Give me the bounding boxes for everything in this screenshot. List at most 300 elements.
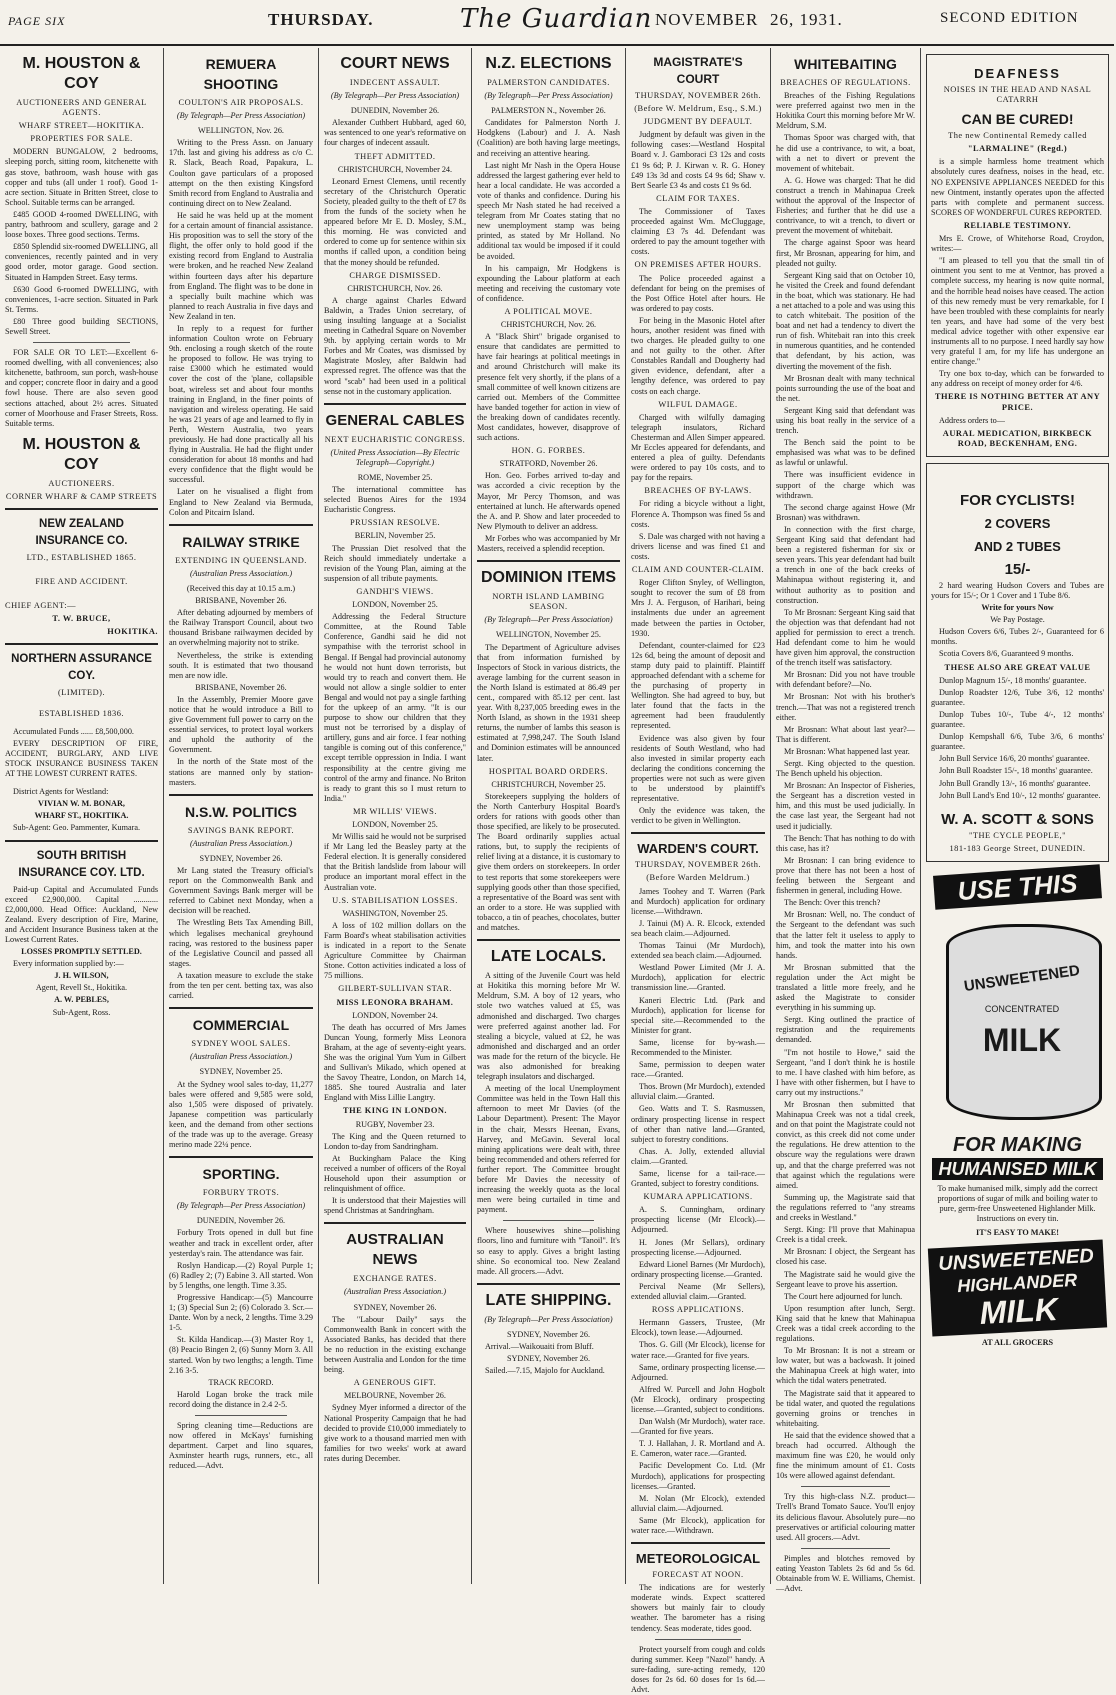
- article-paragraph: Mr Brosnan: What about last year?—That is different.: [776, 724, 915, 744]
- advert-text: FOR SALE OR TO LET:—Excellent 6-roomed dwelling, with all conveniences; also kitchenette, bathroom, sun porch, wash-house and copper; concrete floor in dairy and a good fowl house. There are also seven good sections attached, about 2½ acres. Situated corner of Moorhouse and Fraser Streets, Ross. Suitable terms.: [5, 348, 158, 428]
- article-paragraph: It is understood that their Majesties will spend Christmas at Sandringham.: [324, 1196, 466, 1216]
- article-paragraph: Candidates for Palmerston North J. Hodgkens (Labour) and J. A. Nash (Coalition) are both having large meetings, and receiving an attentive hearing.: [477, 118, 620, 158]
- article-dateline: CHRISTCHURCH, November 25.: [491, 779, 606, 789]
- article-headline: N.S.W. POLITICS: [184, 803, 297, 820]
- advert-subheading: WHARF STREET—HOKITIKA.: [18, 121, 145, 131]
- article-paragraph: A charge against Charles Edward Baldwin, a Trades Union secretary, of using insulting language at a Socialist meeting in Cathedral Square on November 9th. by applying certain words to Mr Forbes and Mr Coates, was dismissed by Magistrate Mosley, after Baldwin had expressed regret. The offence was that the word "scab" had been used in a political sense not in the customary application.: [324, 295, 466, 396]
- advert-text: "I am pleased to tell you that the small tin of ointment you sent to me at Ventnor, has proved a complete success, my hearing is now quite normal, and the horrible head noises have ceased. The action of this new remedy must be very remarkable, for I have been troubled with these complaints for nearly ten years, and have had some of the very best medical advice together with other expensive ear instruments all to no purpose. I need hardly say how very grateful I am, for my life has undergone an entire change.": [931, 256, 1104, 367]
- article-byline: (By Telegraph—Per Press Association): [484, 1314, 613, 1324]
- article-paragraph: Addressing the Federal Structure Committee, at the Round Table Conference, Gandhi said he did not sympathise with the terrorist school in Bengal. If Bengal had provincial autonomy he would not hunt down terrorists, but would try to reach and convert them. He would not allow a single soldier to enter Bengal and would not pay a single farthing for the upkeep of an army. "It is our purpose to show our children that they must not be terrorised by a display of artillery, guns and air force. I fear nothing tangible is coming out of this conference," except terrible oppression in India. I want responsibility at the centre giving me control of the army and finance. No Briton is ready to grant this so I must return to India.": [324, 612, 466, 803]
- article-subheading: SAVINGS BANK REPORT.: [187, 825, 295, 835]
- divider: [5, 840, 158, 842]
- article-paragraph: A loss of 102 million dollars on the Farm Board's wheat stabilisation activities is indicated in a report to the Senate Agriculture Committee by Chairman Stone. Cotton activities indicated a loss of 75 millions.: [324, 920, 466, 981]
- article-paragraph: Breaches of the Fishing Regulations were preferred against two men in the Hokitika Court this morning before Mr W. Meldrum, S.M.: [776, 91, 915, 131]
- advert-text: Dunlop Kempshall 6/6, Tube 3/6, 6 months' guarantee.: [931, 732, 1104, 752]
- tin-label-text: UNSWEETENED: [962, 961, 1081, 995]
- article-paragraph: Mr Lang stated the Treasury official's report on the Commonwealth Bank and Government Savings Bank merger will be referred to Cabinet next Monday, when a decision will be reached.: [169, 866, 313, 916]
- article-paragraph: Mr Brosnan: What happened last year.: [784, 746, 910, 756]
- advert-subheading: AUCTIONEERS AND GENERAL AGENTS.: [16, 98, 147, 118]
- article-dateline: (Received this day at 10.15 a.m.): [186, 583, 296, 593]
- article-subheading: A POLITICAL MOVE.: [504, 306, 593, 316]
- advert-text: John Bull Service 16/6, 20 months' guarantee.: [939, 754, 1090, 764]
- advert-subheading: HOKITIKA.: [107, 627, 158, 637]
- article-paragraph: The second charge against Howe (Mr Brosnan) was withdrawn.: [776, 502, 915, 522]
- article-paragraph: The Magistrate said that it appeared to be tidal water, and quoted the regulations governing groins or trenches in whitebaiting.: [776, 1388, 915, 1428]
- advert-text: Mrs E. Crowe, of Whitehorse Road, Croydon, writes:—: [931, 234, 1104, 254]
- article-paragraph: Nevertheless, the strike is extending south. It is estimated that two thousand men are now idle.: [169, 650, 313, 680]
- advert-text: Try this high-class N.Z. product—Trell's Brand Tomato Sauce. You'll enjoy its delicious flavour. Absolutely pure—no preservatives or artificial colouring matter used. All grocers.—Advt.: [776, 1492, 915, 1542]
- article-dateline: RUGBY, November 23.: [355, 1119, 435, 1129]
- article-paragraph: To Mr Brosnan: Sergeant King said that the objection was that defendant had not applied for permission to erect a trench. Had defendant come to him he would have given him approval, the construction of the trench itself was satisfactory.: [776, 607, 915, 668]
- advert-text: £850 Splendid six-roomed DWELLING, all conveniences, recently painted and in very good order, motor garage. Good section. Situated in Hampden Street. Easy terms.: [5, 242, 158, 282]
- article-subheading: JUDGMENT BY DEFAULT.: [643, 117, 753, 127]
- article-paragraph: The Wrestling Bets Tax Amending Bill, which legalises mechanical greyhound racing, was restored to the business paper of the Legislative Council and passed all stages.: [169, 918, 313, 968]
- article-paragraph: Writing to the Press Assn. on January 17th. last and giving his address as c/o C. R. Slack, Beach Road, Papakura, L. Coulton gave particulars of a proposed attempt on the then existing Kingsford Smith record from England to Australia and continuing direct on to New Zealand.: [169, 138, 313, 208]
- article-paragraph: Only the evidence was taken, the verdict to be given in Wellington.: [631, 806, 765, 826]
- article-headline: LATE SHIPPING.: [485, 1291, 612, 1309]
- article-paragraph: Mr Brosnan: An Inspector of Fisheries, the Sergeant has a discretion vested in him, and this must be used judicially. In the case last year, the Sergeant had not used it judicially.: [776, 781, 915, 831]
- article-paragraph: Geo. Watts and T. S. Rasmussen, ordinary prospecting license in respect of other than native land.—Granted, subject to forestry conditions.: [631, 1104, 765, 1144]
- advert-text: Accumulated Funds ...... £8,500,000.: [13, 726, 134, 736]
- article-paragraph: Pacific Development Co. Ltd. (Mr Murdoch), applications for prospecting licenses.—Granted.: [631, 1461, 765, 1491]
- article-subheading: THURSDAY, NOVEMBER 26th.: [634, 860, 761, 870]
- article-paragraph: The Police proceeded against a defendant for being on the premises of the Post Office Hotel after hours. He was ordered to pay costs.: [631, 273, 765, 313]
- article-paragraph: The "Labour Daily" says the Commonwealth Bank in concert with the Associated Banks, has decided that there be no reduction in the existing exchange between Australia and London for the time being.: [324, 1314, 466, 1375]
- article-subheading: EXCHANGE RATES.: [353, 1274, 437, 1284]
- article-paragraph: After debating adjourned by members of the Railway Transport Council, about two thousand Brisbane railwaymen decided by an overwhelming majority not to strike.: [169, 608, 313, 648]
- article-headline: RAILWAY STRIKE: [182, 533, 300, 550]
- article-subheading: ON PREMISES AFTER HOURS.: [634, 260, 762, 270]
- column-advertisements-7: [921, 48, 1114, 1584]
- article-paragraph: A sitting of the Juvenile Court was held at Hokitika this morning before Mr W. Meldrum, S.M. A boy of 12 years, who stole two watches valued at £5, was admonished and discharged. Two charges were preferred against another lad. For stealing a bicycle, valued at £2, he was admonished and discharged and an order was made for the return of the bicycle. He was also admonished for breaking telegraph insulators and discharged.: [477, 971, 620, 1082]
- article-paragraph: J. Tainui (M) A. R. Elcock, extended sea beach claim.—Adjourned.: [631, 918, 765, 938]
- article-dateline: DUNEDIN, November 26.: [350, 106, 440, 116]
- advert-subheading: THESE ALSO ARE GREAT VALUE: [944, 662, 1091, 672]
- article-paragraph: Mr Willis said he would not be surprised if Mr Lang led the Beasley party at the Federal election. It is generally considered that the British landslide from labour will produce an important moral effect in the Australian vote.: [324, 832, 466, 892]
- advert-heading: NORTHERN ASSURANCE COY.: [11, 653, 152, 683]
- article-dateline: SYDNEY, November 26.: [199, 853, 283, 863]
- article-paragraph: Same, ordinary prospecting license.—Adjourned.: [631, 1362, 765, 1382]
- advert-text: WHARF ST., HOKITIKA.: [34, 811, 129, 821]
- milk-advert: [926, 867, 1109, 1349]
- article-subheading: HOSPITAL BOARD ORDERS.: [488, 766, 609, 776]
- article-subheading: HON. G. FORBES.: [511, 446, 586, 456]
- article-paragraph: Charged with wilfully damaging telegraph insulators, Richard Chesterman and Allen Simper appeared. Mr Eccles appeared for defendants, and entered a plea of guilty. Defendants were ordered to pay 10s costs, and to pay for the repairs.: [631, 412, 765, 483]
- article-paragraph: Later on he visualised a flight from England to New Zealand via Bermuda, Colon and Pitcairn Island.: [169, 487, 313, 517]
- article-headline: METEOROLOGICAL: [635, 1551, 761, 1567]
- article-paragraph: He said that the evidence showed that a breach had occurred. Although the maximum fine was £20, he would only fine the minimum amount of £1. Costs 10s were allowed against defendant.: [776, 1430, 915, 1481]
- advert-heading: W. A. SCOTT & SONS: [941, 810, 1094, 828]
- advert-text: Spring cleaning time—Reductions are now offered in McKays' furnishing department. Carpet and lino squares, Axminster hearth rugs, runners, etc., all reduced.—Advt.: [169, 1421, 313, 1471]
- divider: [477, 939, 620, 941]
- advert-text: J. H. WILSON,: [54, 971, 109, 981]
- article-paragraph: The charge against Spoor was heard first, Mr Brosnan, appearing for him, and pleaded not guilty.: [776, 238, 915, 268]
- advert-text: Pimples and blotches removed by eating Yeaston Tablets 2s 6d and 5s 6d. Obtainable from W. E. Williams, Chemist.—Advt.: [776, 1553, 915, 1594]
- article-paragraph: Sergt. King objected to the question. The Bench upheld his objection.: [776, 759, 915, 779]
- advert-subheading: THERE IS NOTHING BETTER AT ANY PRICE.: [934, 392, 1101, 412]
- advert-text: Agent, Revell St., Hokitika.: [35, 983, 128, 993]
- article-paragraph: A. S. Cunningham, ordinary prospecting license (Mr Elcock).—Adjourned.: [631, 1205, 765, 1235]
- divider: [801, 1486, 890, 1487]
- advert-text: MODERN BUNGALOW, 2 bedrooms, sleeping porch, sitting room, kitchenette with gas stove, bathroom, wash house with gas copper and tubs (all under 1 roof). Good 1-acre section. Situate in Britten Street, close to School. Suitable terms can be arranged.: [5, 147, 158, 207]
- article-dateline: BRISBANE, November 26.: [195, 596, 287, 606]
- article-paragraph: Thos. G. Gill (Mr Elcock), license for water race.—Granted for five years.: [631, 1340, 765, 1360]
- edition-label: SECOND EDITION: [940, 10, 1079, 26]
- article-byline: (Australian Press Association.): [189, 568, 293, 578]
- article-subheading: THE KING IN LONDON.: [343, 1106, 447, 1116]
- article-paragraph: A. G. Howe was charged: That he did construct a trench in Mahinapua Creek without the approval of the Inspector of Fisheries; and further that he did use a contrivance, to wit a trench, to divert or prevent the movement of whitebait.: [776, 175, 915, 236]
- article-byline: (By Telegraph—Per Press Association): [484, 615, 613, 625]
- article-subheading: MR WILLIS' VIEWS.: [353, 806, 437, 816]
- advert-text: Dunlop Roadster 12/6, Tube 3/6, 12 months' guarantee.: [931, 687, 1104, 707]
- divider: [631, 832, 765, 834]
- article-headline: LATE LOCALS.: [490, 948, 607, 966]
- article-paragraph: The Bench said the point to be emphasised was what was to be defined as lawful or unlawful.: [776, 438, 915, 468]
- divider: [655, 1639, 741, 1640]
- advert-text: 2 hard wearing Hudson Covers and Tubes are yours for 15/-; Or 1 Cover and 1 Tube 8/6.: [931, 580, 1104, 600]
- article-subheading: WILFUL DAMAGE.: [658, 399, 738, 409]
- article-subheading: CHARGE DISMISSED.: [349, 270, 441, 280]
- article-headline: AUSTRALIAN NEWS: [346, 1231, 444, 1269]
- article-dateline: SYDNEY, November 25.: [199, 1067, 283, 1077]
- article-paragraph: Defendant, counter-claimed for £23 12s 6d, being the amount of deposit and stamp duty paid to plaintiff. Plaintiff approached defendant with a scheme for the purchasing of property in Wellington. She had agreed to buy, but later found that the facts in the agreement had been fraudulently represented.: [631, 640, 765, 731]
- column-news-3: [319, 48, 471, 1584]
- advert-text: Hudson Covers 6/6, Tubes 2/-, Guaranteed for 6 months.: [931, 627, 1104, 647]
- article-paragraph: Roger Clifton Snyley, of Wellington, sought to recover the sum of £8 from Mrs J. A. Ferguson, of Harihari, being instalments due under an agreement made between the parties in October, 1930.: [631, 578, 765, 638]
- article-byline: (By Telegraph—Per Press Association): [176, 111, 306, 121]
- article-paragraph: A "Black Shirt" brigade organised to ensure that candidates are permitted to have fair hearings at political meetings in and around Christchurch will make its presence felt very shortly, if the plans of a small committee of well known citizens are carried out. Members of the Committee have banded together for action in view of the breaking down of candidates recently. Most candidates, however, disapprove of such actions.: [477, 332, 620, 443]
- advert-text: Address orders to—: [939, 415, 1005, 425]
- article-subheading: BREACHES OF REGULATIONS.: [780, 78, 911, 87]
- article-paragraph: Thos. Brown (Mr Murdoch), extended alluvial claim.—Granted.: [631, 1082, 765, 1102]
- divider: [477, 1283, 620, 1285]
- article-paragraph: He said he was held up at the moment for a certain amount of financial assistance. His proposition was to sell the story of the flight, the offer only to hold good if the existing record from England to Australia were broken, and he reached New Zealand within fourteen days after his departure from England. The flight was to be done in a specially built machine which was planned to reach Australia in five days and New Zealand in ten.: [169, 210, 313, 321]
- article-paragraph: The international committee has selected Buenos Aires for the 1934 Eucharistic Congress.: [324, 485, 466, 515]
- article-paragraph: The Magistrate said he would give the Sergeant leave to prove his assertion.: [776, 1269, 915, 1289]
- article-byline: (Australian Press Association.): [343, 1287, 447, 1297]
- article-byline: (Australian Press Association.): [189, 838, 293, 848]
- advert-text: John Bull Roadster 15/-, 18 months' guarantee.: [939, 766, 1093, 776]
- divider: [5, 643, 158, 645]
- article-paragraph: The Commissioner of Taxes proceeded against Wm. McCluggage, claiming £3 7s 4d. Defendant was ordered to pay the amount together with costs.: [631, 206, 765, 257]
- advert-subheading: NOISES IN THE HEAD AND NASAL CATARRH: [943, 85, 1092, 105]
- advert-text: Sub-Agent: Geo. Pammenter, Kumara.: [13, 823, 141, 833]
- article-dateline: WELLINGTON, November 25.: [496, 630, 601, 640]
- article-dateline: WASHINGTON, November 25.: [342, 908, 448, 918]
- advert-subheading: CORNER WHARF & CAMP STREETS: [5, 491, 158, 501]
- article-paragraph: Mr Brosnan: I object, the Sergeant has closed his case.: [776, 1247, 915, 1267]
- article-subheading: EXTENDING IN QUEENSLAND.: [175, 555, 307, 565]
- article-subheading: THURSDAY, NOVEMBER 26th.: [634, 91, 761, 100]
- article-subheading: INDECENT ASSAULT.: [349, 78, 441, 87]
- article-paragraph: Hermann Gassers, Trustee, (Mr Elcock), town lease.—Adjourned.: [631, 1318, 765, 1338]
- divider: [195, 1415, 287, 1416]
- article-paragraph: At Buckingham Palace the King received a number of officers of the Royal Household upon their assumption or relinquishment of office.: [324, 1153, 466, 1194]
- advert-text: Dunlop Tubes 10/-, Tube 4/-, 12 months' guarantee.: [931, 709, 1104, 730]
- article-paragraph: Edward Lionel Barnes (Mr Murdoch), ordinary prospecting license.—Granted.: [631, 1259, 765, 1279]
- advert-text: AT ALL GROCERS: [981, 1338, 1054, 1348]
- article-paragraph: Progressive Handicap:—(5) Mancourre 1; (3) Special Sun 2; (6) Colorado 3. Scr.—Dante. Won by a neck, 2 lengths. Time 3.29 1-5.: [169, 1293, 313, 1333]
- cyclists-advert: [926, 463, 1109, 862]
- article-paragraph: Sergt. King: I'll prove that Mahinapua Creek is a tidal creek.: [776, 1225, 915, 1245]
- divider: [33, 342, 131, 343]
- article-paragraph: Mr Brosnan dealt with many technical points surrounding the use of the boat and the net.: [776, 373, 915, 403]
- advert-banner: USE THIS: [933, 864, 1102, 910]
- advert-text: Try one box to-day, which can be forwarded to any address on receipt of money order for 4/6.: [931, 369, 1104, 389]
- article-paragraph: In connection with the first charge, Sergeant King said that defendant had been a registered fisherman for six or seven years. This year defendant had built a trench in one of the back creeks of Mahinapua without registering it, and without authority as to position and construction.: [776, 524, 915, 605]
- article-dateline: LONDON, November 25.: [352, 820, 438, 829]
- column-news-2: [164, 48, 318, 1584]
- article-paragraph: The indications are for westerly moderate winds. Expect scattered showers but mainly fair to cloudy weather. The barometer has a rising tendency. Seas moderate, tides good.: [631, 1583, 765, 1633]
- advert-text: Sub-Agent, Ross.: [52, 1007, 111, 1017]
- article-paragraph: Dan Walsh (Mr Murdoch), water race.—Granted for five years.: [631, 1417, 765, 1437]
- article-paragraph: Mr Brosnan then submitted that Mahinapua Creek was not a tidal creek, and on that point the Magistrate could not convict, as this creek did not come under the regulations. He drew attention to the obscure way the regulations were drawn up, and that the charge preferred was not that against which the regulations were aimed.: [776, 1100, 915, 1190]
- article-dateline: STRATFORD, November 26.: [499, 459, 598, 469]
- advert-text: Every information supplied by:—: [13, 959, 124, 969]
- article-dateline: ROME, November 25.: [357, 473, 433, 482]
- article-paragraph: For riding a bicycle without a light, Florence A. Thompson was fined 5s and costs.: [631, 499, 765, 529]
- article-paragraph: Same, permission to deepen water race.—Granted.: [631, 1060, 765, 1080]
- article-dateline: LONDON, November 25.: [352, 600, 438, 610]
- article-byline: (Australian Press Association.): [189, 1052, 293, 1062]
- article-dateline: CHRISTCHURCH, November 24.: [337, 164, 453, 174]
- divider: [324, 1222, 466, 1224]
- newspaper-title: The Guardian: [460, 4, 653, 34]
- divider: [477, 560, 620, 562]
- article-paragraph: Thomas Tainui (Mr Murdoch), extended sea beach claim.—Adjourned.: [631, 941, 765, 961]
- article-headline: WARDEN'S COURT.: [637, 841, 759, 857]
- article-dateline: WELLINGTON, Nov. 26.: [198, 126, 284, 136]
- advert-price: 15/-: [1004, 560, 1031, 578]
- advert-text: District Agents for Westland:: [13, 787, 109, 797]
- article-subheading: FORBURY TROTS.: [202, 1188, 280, 1198]
- advert-text: VIVIAN W. M. BONAR,: [38, 799, 125, 809]
- column-news-5: [626, 48, 770, 1695]
- advert-text: John Bull Grandly 13/-, 16 months' guarantee.: [939, 778, 1091, 788]
- article-dateline: CHRISTCHURCH, Nov. 26.: [347, 283, 443, 293]
- advert-subheading: (LIMITED).: [57, 688, 106, 698]
- article-subheading: FORECAST AT NOON.: [652, 1570, 744, 1580]
- article-paragraph: At the Sydney wool sales to-day, 11,277 bales were offered and 9,585 were sold, also 1,505 were disposed of privately. Japanese competition was particularly keen, and the demand from other sections of the trade was up to the average. Greasy merino made 22¼ pence.: [169, 1079, 313, 1150]
- article-paragraph: Alfred W. Purcell and John Hogbolt (Mr Elcock), ordinary prospecting license.—Granted, subject to conditions.: [631, 1384, 765, 1414]
- advert-subheading: ESTABLISHED 1836.: [38, 708, 125, 718]
- article-dateline: SYDNEY, November 26.: [506, 1329, 591, 1339]
- article-byline: (By Telegraph—Per Press Association): [330, 91, 460, 101]
- article-paragraph: Arrival.—Waikouaiti from Bluff.: [485, 1342, 594, 1352]
- article-headline: GENERAL CABLES: [325, 411, 465, 429]
- advert-heading: UNSWEETENED: [937, 1245, 1095, 1276]
- article-headline: REMUERA SHOOTING: [203, 56, 279, 92]
- article-paragraph: There was insufficient evidence in support of the charge which was withdrawn.: [776, 470, 915, 500]
- milk-can-image: [926, 914, 1116, 1124]
- article-paragraph: Thomas Spoor was charged with, that he did use a contrivance, to wit, a boat, with a net to divert or prevent the movement of whitebait.: [776, 133, 915, 173]
- article-subheading: SYDNEY WOOL SALES.: [191, 1039, 291, 1049]
- article-paragraph: Judgment by default was given in the following cases:—Westland Hospital Board v. J. Gamboraci £3 12s and costs £1 9s 6d; P. J. Kirwan v. R. G. Honey £49 13s 3d and costs £4 9s 6d; Shaw v. Bert Searle £3 4s and costs £1 9s 6d.: [631, 130, 765, 190]
- article-subheading: CLAIM AND COUNTER-CLAIM.: [631, 565, 765, 575]
- advert-heading: MILK: [978, 1291, 1059, 1332]
- article-paragraph: Last night Mr Nash in the Opera House addressed the largest gathering ever held to hear a local candidate. He was accorded a vote of thanks and confidence. During his speech Mr Nash stated he had received a telegram from Mr Coates stating that no new unemployment stamp was being printed, as stated by Mr Holland. No additional tax would be imposed if it could be avoided.: [477, 160, 620, 261]
- advert-text: LOSSES PROMPTLY SETTLED.: [21, 947, 142, 957]
- article-subheading: NORTH ISLAND LAMBING SEASON.: [492, 592, 605, 612]
- article-paragraph: Mr Brosnan: Did you not have trouble with defendant before?—No.: [776, 670, 915, 690]
- advert-subheading: AUCTIONEERS.: [48, 478, 115, 488]
- article-paragraph: Sergt. King outlined the practice of registration and the requirements demanded.: [776, 1015, 915, 1045]
- article-dateline: BERLIN, November 25.: [354, 531, 436, 541]
- advert-subheading: T. W. BRUCE,: [52, 614, 111, 624]
- divider: [631, 1542, 765, 1544]
- article-subheading: COULTON'S AIR PROPOSALS.: [178, 98, 304, 107]
- article-dateline: PALMERSTON N., November 26.: [491, 106, 606, 116]
- advert-heading: CAN BE CURED!: [961, 111, 1074, 128]
- advert-heading: NEW ZEALAND INSURANCE CO.: [35, 518, 128, 547]
- advert-heading: FOR CYCLISTS!: [960, 491, 1075, 509]
- advert-heading: DEAFNESS: [974, 66, 1061, 81]
- advert-subheading: "THE CYCLE PEOPLE,": [968, 830, 1067, 840]
- advert-subheading: RELIABLE TESTIMONY.: [963, 220, 1072, 230]
- article-byline: (United Press Association—By Electric Telegraph—Copyright.): [330, 447, 460, 467]
- article-paragraph: The death has occurred of Mrs James Duncan Young, formerly Miss Leonora Braham, at the age of seventy-eight years. She was the original Yum Yum in Gilbert and Sullivan's Mikado, which opened at the Savoy Theatre, London, on March 14, 1885. She toured Australia and later England with Miss Lillie Langtry.: [324, 1022, 466, 1103]
- article-subheading: GILBERT-SULLIVAN STAR.: [338, 984, 452, 994]
- article-paragraph: H. Jones (Mr Sellars), ordinary prospecting license.—Adjourned.: [631, 1237, 765, 1257]
- masthead-month: NOVEMBER: [655, 10, 759, 29]
- article-paragraph: Percival Neame (Mr Sellers), extended alluvial claim.—Granted.: [631, 1281, 765, 1302]
- advert-text: A. W. PEBLES,: [54, 995, 109, 1005]
- article-paragraph: Sergeant King said that defendant was using his boat really in the service of a trench.: [776, 405, 915, 436]
- advert-heading: 2 COVERS: [984, 515, 1051, 531]
- advert-text: Dunlop Magnum 15/-, 18 months' guarantee.: [939, 675, 1087, 685]
- article-paragraph: Mr Brosnan: Not with his brother's trench.—That was not a registered trench either.: [776, 692, 915, 722]
- article-paragraph: Harold Logan broke the track mile record doing the distance in 2.4 2-5.: [169, 1389, 313, 1409]
- advert-text: £80 Three good building SECTIONS, Sewell Street.: [5, 316, 158, 336]
- advert-text: £485 GOOD 4-roomed DWELLING, with pantry, bathroom and scullery, garage and 2 loose boxes. Three good sections. Terms.: [5, 209, 158, 240]
- article-paragraph: Summing up, the Magistrate said that the regulations referred to "any streams and creeks in Westland.": [776, 1192, 915, 1223]
- article-paragraph: A meeting of the local Unemployment Committee was held in the Town Hall this afternoon to meet Mr Davies (of the Labour Department). Present: The Mayor in the chair, Messrs Heenan, Evans, Harvey, and McGavin. Several local mining applications were dealt with, three being recommended and others referred for further report. The Committee brought before Mr Davies the necessity of increasing the weekly quota as the local men were being curtailed in time and payment.: [477, 1084, 620, 1215]
- divider: [169, 1156, 313, 1158]
- page-number: PAGE SIX: [8, 14, 66, 28]
- article-paragraph: The Bench: Over this trench?: [784, 898, 881, 908]
- advert-subheading: LTD., ESTABLISHED 1865.: [26, 553, 137, 562]
- article-dateline: LONDON, November 24.: [352, 1010, 438, 1020]
- advert-subheading: AURAL MEDICATION, BIRKBECK ROAD, BECKENHAM, ENG.: [942, 428, 1093, 448]
- article-subheading: (Before W. Meldrum, Esq., S.M.): [634, 104, 762, 114]
- article-subheading: BREACHES OF BY-LAWS.: [644, 486, 752, 496]
- advert-text: £630 Good 6-roomed DWELLING, with conveniences, 1-acre section. Situated in Park St. Terms.: [5, 284, 158, 314]
- article-subheading: KUMARA APPLICATIONS.: [643, 1192, 753, 1202]
- article-subheading: THEFT ADMITTED.: [354, 151, 436, 161]
- article-paragraph: Mr Forbes who was accompanied by Mr Masters, received a splendid reception.: [477, 533, 620, 554]
- column-advertisements-1: [0, 48, 163, 1584]
- article-paragraph: Evidence was also given by four residents of South Westland, who had also invested in similar property each declaring the conditions concerning the properties were not such as were given to be understood by plaintiff's representative.: [631, 733, 765, 804]
- divider: [169, 524, 313, 526]
- advert-text: Write for yours Now: [981, 603, 1054, 613]
- article-paragraph: Same, license for a tail-race.—Granted, subject to forestry conditions.: [631, 1169, 765, 1189]
- advert-text: John Bull Land's End 10/-, 12 months' guarantee.: [939, 790, 1101, 800]
- article-headline: N.Z. ELECTIONS: [485, 55, 612, 72]
- article-paragraph: S. Dale was charged with not having a drivers license and was fined £1 and costs.: [631, 531, 765, 561]
- article-dateline: SYDNEY, November 26.: [353, 1302, 437, 1312]
- tin-label-text: MILK: [982, 1021, 1062, 1058]
- article-paragraph: The Court here adjourned for lunch.: [784, 1291, 903, 1301]
- article-subheading: NEXT EUCHARISTIC CONGRESS.: [324, 434, 466, 444]
- article-paragraph: Hon. Geo. Forbes arrived to-day and was accorded a civic reception by the Mayor, Mr Percy Thomson, and was entertained at lunch. He afterwards opened the A. and P. Show and later proceeded to New Plymouth to deliver an address.: [477, 471, 620, 531]
- article-paragraph: For being in the Masonic Hotel after hours, another resident was fined with two charges. He pleaded guilty to one and not guilty to the other. After Constables Randall and Dougherty had given evidence, defendant, after a lengthy defence, was ordered to pay costs on each charge.: [631, 315, 765, 396]
- advert-text: Paid-up Capital and Accumulated Funds exceed £2,900,000. Capital ............ £2,000,000. Head Office: Auckland, New Zealand. Every description of Fire, Marine, and Accident Insurance Business taken at the Lowest Current Rates.: [5, 884, 158, 944]
- article-headline: MAGISTRATE'S COURT: [653, 55, 743, 86]
- article-paragraph: Leonard Ernest Clemens, until recently secretary of the Christchurch Operatic Society, pleaded guilty to the theft of £7 8s from the funds of the society when he appeared before Mr E. D. Mosley, S.M., this morning. He was convicted and ordered to come up for sentence within six months if called upon, a condition being that the money should be refunded.: [324, 176, 466, 267]
- article-subheading: ROSS APPLICATIONS.: [651, 1305, 745, 1315]
- divider: [169, 1007, 313, 1009]
- article-paragraph: Forbury Trots opened in dull but fine weather and track in excellent order, after yesterday's rain. The attendance was fair.: [169, 1228, 313, 1258]
- article-paragraph: Mr Brosnan: I can bring evidence to prove that there has not been a host of feeling between the Sergeant and fishermen in general, including Howe.: [776, 855, 915, 896]
- article-dateline: CHRISTCHURCH, Nov. 26.: [500, 320, 597, 330]
- article-subheading: MISS LEONORA BRAHAM.: [336, 997, 454, 1007]
- article-paragraph: Kaneri Electric Ltd. (Park and Murdoch), application for license for special site.—Recommended to the Minister for grant.: [631, 995, 765, 1035]
- masthead-date: 26, 1931.: [770, 10, 843, 29]
- article-paragraph: M. Nolan (Mr Elcock), extended alluvial claim.—Adjourned.: [631, 1493, 765, 1513]
- advert-text: We Pay Postage.: [990, 615, 1045, 625]
- article-paragraph: Same (Mr Elcock), application for water race.—Withdrawn.: [631, 1515, 765, 1535]
- advert-heading: SOUTH BRITISH INSURANCE COY. LTD.: [18, 849, 145, 879]
- article-headline: DOMINION ITEMS: [480, 569, 617, 587]
- advert-heading: HIGHLANDER: [956, 1270, 1078, 1297]
- article-subheading: PRUSSIAN RESOLVE.: [349, 518, 441, 528]
- article-paragraph: Storekeepers supplying the holders of the North Canterbury Hospital Board's orders for rations with goods other than those specified, are likely to be prosecuted. The Board ordinarily supplies actual rations, but, to supply the recipients of relief living at a distance, it is customary to give them orders on storekeepers. In order to test reports that some storekeepers were supplying goods other than those specified, a representative of the Board was sent with an order to a store. He was supplied with tobacco, a tin of peaches, chocolates, butter and matches.: [477, 791, 620, 933]
- article-subheading: PALMERSTON CANDIDATES.: [487, 78, 610, 87]
- article-paragraph: Sailed.—7.15, Majolo for Auckland.: [485, 1366, 605, 1376]
- article-paragraph: Westland Power Limited (Mr J. A. Murdoch), application for electric transmission line.—Granted.: [631, 963, 765, 993]
- advert-text: Protect yourself from cough and colds during summer. Keep "Nazol" handy. A sure-fading, sure-acting remedy, 120 doses for 2s 6d. 60 doses for 1s 6d.—Advt.: [631, 1644, 765, 1695]
- article-paragraph: St. Kilda Handicap.—(3) Master Roy 1, (8) Peacio Bingen 2, (6) Sunny Morn 3. All started. Won by two lengths; a length. Time 2.16 3-5.: [169, 1335, 313, 1375]
- article-paragraph: A taxation measure to exclude the stake from the ten per cent. betting tax, was also carried.: [169, 970, 313, 1001]
- advert-heading: M. HOUSTON & COY: [22, 55, 141, 92]
- article-paragraph: Roslyn Handicap.—(2) Royal Purple 1; (6) Radley 2; (7) Eabine 3. All started. Won by 5 lengths, one length. Time 3.35.: [169, 1260, 313, 1290]
- advert-text: To make humanised milk, simply add the correct proportions of sugar of milk and boiling water to pure, germ-free Unsweetened Highlander Milk. Instructions on every tin.: [937, 1183, 1098, 1224]
- advert-subheading: FIRE AND ACCIDENT.: [35, 577, 128, 587]
- divider: [169, 794, 313, 796]
- article-subheading: TRACK RECORD.: [208, 1377, 274, 1387]
- tin-label-text: CONCENTRATED: [984, 1003, 1060, 1014]
- advert-text: is a simple harmless home treatment which absolutely cures deafness, noises in the head, etc. NO EXPENSIVE APPLIANCES NEEDED for this new Ointment, instantly operates upon the affected parts with complete and permanent success. SCORES OF WONDERFUL CURES REPORTED.: [931, 157, 1104, 217]
- advert-text: Where housewives shine—polishing floors, lino and furniture with "Tanoil". It's so easy to apply. Gives a bright lasting shine. So economical too. New Zealand made. All grocers.—Advt.: [477, 1226, 620, 1276]
- advert-text: IT'S EASY TO MAKE!: [976, 1228, 1059, 1238]
- masthead-day: THURSDAY.: [268, 10, 374, 29]
- advert-text: EVERY DESCRIPTION OF FIRE, ACCIDENT, BURGLARY, AND LIVE STOCK INSURANCE BUSINESS TAKEN AT THE LOWEST CURRENT RATES.: [5, 738, 158, 779]
- advert-subheading: PROPERTIES FOR SALE.: [30, 134, 133, 144]
- article-paragraph: Mr Brosnan submitted that the regulation under the Act might be translated a little more freely, and he asked the Magistrate to consider everything in his summing up.: [776, 962, 915, 1013]
- article-paragraph: To Mr Brosnan: It is not a stream or low water, but was a backwash. It joined the Mahinapua Creek at high water, into which the tidal waters penetrated.: [776, 1346, 915, 1386]
- article-paragraph: James Toohey and T. Warren (Park and Murdoch) application for ordinary license.—Withdrawn.: [631, 886, 765, 916]
- advert-text: Scotia Covers 8/6, Guaranteed 9 months.: [939, 649, 1074, 659]
- article-paragraph: Sydney Myer informed a director of the National Prosperity Campaign that he had decided to provide £10,000 immediately to give work to a thousand married men with families for two weeks' work at award rates during December.: [324, 1403, 466, 1463]
- article-paragraph: T. J. Hallahan, J. R. Mortland and A. E. Cameron, water race.—Granted.: [631, 1439, 765, 1459]
- divider: [324, 403, 466, 405]
- advert-subheading: The new Continental Remedy called: [948, 131, 1087, 141]
- advert-heading: FOR MAKING: [953, 1133, 1082, 1156]
- article-byline: (By Telegraph—Per Press Association): [176, 1201, 306, 1211]
- article-dateline: MELBOURNE, November 26.: [344, 1391, 446, 1401]
- article-subheading: U.S. STABILISATION LOSSES.: [332, 895, 458, 905]
- article-paragraph: Same, license for by-wash.—Recommended to the Minister.: [631, 1037, 765, 1057]
- masthead: [0, 0, 1114, 46]
- article-subheading: CLAIM FOR TAXES.: [656, 193, 740, 203]
- article-headline: COMMERCIAL: [192, 1017, 290, 1034]
- article-subheading: A GENEROUS GIFT.: [353, 1378, 437, 1388]
- article-byline: (By Telegraph—Per Press Association): [484, 91, 613, 101]
- advert-heading: AND 2 TUBES: [974, 538, 1061, 554]
- article-dateline: SYDNEY, November 26.: [506, 1354, 591, 1364]
- article-paragraph: The King and the Queen returned to London to-day from Sandringham.: [324, 1131, 466, 1151]
- divider: [5, 508, 158, 510]
